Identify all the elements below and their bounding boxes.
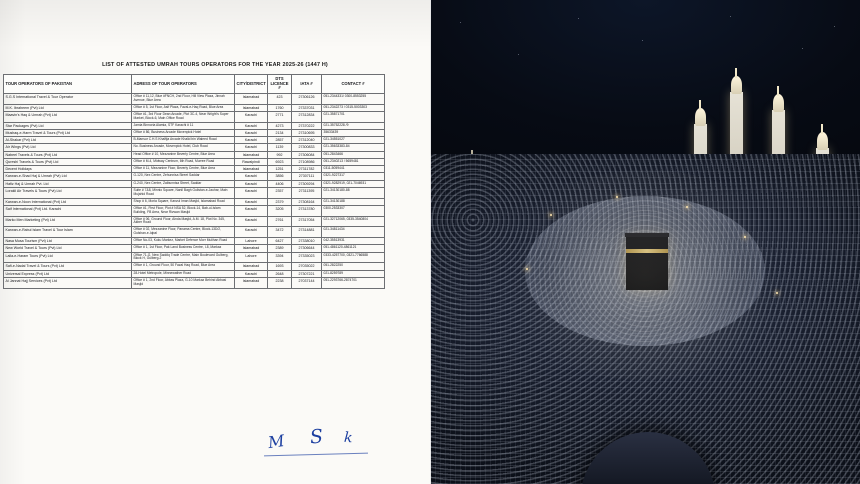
cell-city: Rawalpindi [235, 158, 268, 165]
cell-dts: 1251 [268, 166, 292, 173]
cell-name: Decent Holidays [4, 166, 132, 173]
cell-name: M.K. Ibraheem (Pvt) Ltd [4, 104, 132, 111]
cell-contact: 051-4861120-4861121 [322, 245, 385, 252]
column-header-dts: DTS LICENCE # [268, 75, 292, 94]
cell-iata: 27306126 [292, 94, 322, 105]
cell-iata: 27335023 [292, 252, 322, 263]
cell-dts: 992 [268, 151, 292, 158]
cell-contact: 0300-2533307 [322, 205, 385, 216]
star-icon [578, 18, 579, 19]
cell-iata: 27306644 [292, 245, 322, 252]
cell-contact: 021-35752228 /9 [322, 122, 385, 129]
cell-address: Head Office # 10, Mezzanine Beverly Centre, Blue Area [132, 151, 235, 158]
cell-name: Saif International (Pvt) Ltd. Karachi [4, 205, 132, 216]
cell-contact: 0333-4257700, 0321-7766588 [322, 252, 385, 263]
cell-iata: 27338010 [292, 238, 322, 245]
cell-name: New World Travel & Tours (Pvt) Ltd [4, 245, 132, 252]
floodlight-icon [686, 206, 688, 208]
cell-iata: 27300833 [292, 144, 322, 151]
column-header-iata: IATA # [292, 75, 322, 94]
table-row [4, 227, 385, 238]
kaaba [626, 236, 668, 290]
cell-contact: 0321-9282919, 021-7046931 [322, 180, 385, 187]
table-row [4, 151, 385, 158]
signature-underline [264, 453, 368, 457]
cell-city: Islamabad [235, 166, 268, 173]
kaaba-top-edge [625, 233, 669, 237]
cell-contact: 051-2342273 / 0315-5003303 [322, 104, 385, 111]
cell-name: Al-Shakar (Pvt) Ltd [4, 137, 132, 144]
cell-dts: 2771 [268, 111, 292, 122]
table-row [4, 238, 385, 245]
star-icon [460, 22, 461, 23]
cell-contact: 35633439 [322, 129, 385, 136]
cell-city: Karachi [235, 227, 268, 238]
cell-contact: 021-34130180-88 [322, 187, 385, 198]
cell-contact: 051-2843466 [322, 151, 385, 158]
cell-address: Office # M-4, Midway Centrum, 6th Road, Murree Road [132, 158, 235, 165]
cell-contact: 021-34811434 [322, 227, 385, 238]
cell-iata: 27317054 [292, 216, 322, 227]
cell-city: Karachi [235, 187, 268, 198]
cell-dts: 2389 [268, 245, 292, 252]
cell-address: Office #1, 3rd Floor Dean Arcade, Plot 3C-4, Near Wright's Super Market, Block-6, Main Office Road [132, 111, 235, 122]
table-row [4, 205, 385, 216]
cell-iata: 27035022 [292, 263, 322, 270]
cell-contact: 021-32712065, 0335-3540804 [322, 216, 385, 227]
cell-city: Karachi [235, 144, 268, 151]
cell-iata: 27314881 [292, 227, 322, 238]
cell-city: Karachi [235, 270, 268, 277]
cell-city: Karachi [235, 137, 268, 144]
cell-city: Islamabad [235, 104, 268, 111]
table-row [4, 263, 385, 270]
cell-dts: 2648 [268, 270, 292, 277]
cell-address: Jamia Binnoria Alamia, STF Karachi # 11 [132, 122, 235, 129]
cell-iata: 27311395 [292, 187, 322, 198]
cell-city: Islamabad [235, 245, 268, 252]
table-row [4, 270, 385, 277]
cell-address: Office #1, First Floor, Plot # NSA 52, Block-14, Bab-ul-Islam Building, FB Area, Near Rizwan Masjid [132, 205, 235, 216]
cell-dts: 6427 [268, 238, 292, 245]
cell-iata: 27311782 [292, 166, 322, 173]
table-row [4, 137, 385, 144]
cell-contact: 0321-9227317 [322, 173, 385, 180]
table-row [4, 216, 385, 227]
table-row [4, 245, 385, 252]
column-header-name: TOUR OPERATORS OF PAKISTAN [4, 75, 132, 94]
table-row [4, 111, 385, 122]
cell-address: No. Business Arcade, Movenpick Hotel, Club Road [132, 144, 235, 151]
cell-city: Karachi [235, 129, 268, 136]
panel-divider [430, 0, 431, 484]
cell-iata: 27309294 [292, 180, 322, 187]
cell-dts: 3394 [268, 252, 292, 263]
cell-dts: 2238 [268, 277, 292, 288]
cell-address: Office # 1, 2nd Floor, Abbas Plaza, G-10 Markaz Behind Abbasi Masjid [132, 277, 235, 288]
cell-name: Universal Express (Pvt) Ltd [4, 270, 132, 277]
cell-iata: 27312040 [292, 137, 322, 144]
cell-iata: 27312834 [292, 111, 322, 122]
cell-address: Office 71-G, New Saddiq Trade Centre, Main Boulevard Gulberg, Block H, Gulberg-2 [132, 252, 235, 263]
cell-iata: 27337031 [292, 104, 322, 111]
cell-name: Air Wings (Pvt) Ltd [4, 144, 132, 151]
cell-dts: 2134 [268, 129, 292, 136]
cell-dts: 4273 [268, 122, 292, 129]
table-header [4, 75, 385, 94]
cell-iata: 27308164 [292, 198, 322, 205]
signature-stroke-a: M [266, 430, 286, 453]
cell-name: Nabeel Travels & Tours (Pvt) Ltd [4, 151, 132, 158]
cell-name: Nasa Musa Tourism (Pvt) Ltd [4, 238, 132, 245]
cell-contact: 051-2293766-2874701 [322, 277, 385, 288]
cell-city: Karachi [235, 122, 268, 129]
star-icon [834, 26, 835, 27]
cell-address: Suite # 7&8, Minnio Square, Nanil Bagh Gulistan-e-Jauhar, Main Mujahid Road [132, 187, 235, 198]
table-row [4, 198, 385, 205]
table-row [4, 277, 385, 288]
cell-contact: 021-35633383-84 [322, 144, 385, 151]
cell-iata: 27307111 [292, 173, 322, 180]
cell-contact: 051-2822250 [322, 263, 385, 270]
cell-dts: 2357 [268, 187, 292, 198]
cell-address: Office # 11, Mezzanine Floor, Beverly Centre, Blue Area [132, 166, 235, 173]
cell-address: Office # 1, 1st Floor, Pak Land Business Centre, I-8, Markaz [132, 245, 235, 252]
cell-dts: 2857 [268, 137, 292, 144]
cell-address: Office No-03, Kuku Markez, Market Defence Morr Mulihan Road [132, 238, 235, 245]
mosque-photo [430, 0, 860, 484]
cell-contact: 021-35871701 [322, 111, 385, 122]
star-icon [642, 40, 643, 41]
cell-city: Islamabad [235, 277, 268, 288]
cell-dts: 1760 [268, 104, 292, 111]
cell-iata: 27310695 [292, 129, 322, 136]
table-row [4, 187, 385, 198]
star-icon [518, 54, 519, 55]
column-header-contact: CONTACT # [322, 75, 385, 94]
cell-name: Star Packages (Pvt) Ltd [4, 122, 132, 129]
signature-stroke-c: k [343, 429, 354, 447]
cell-dts: 6923 [268, 158, 292, 165]
star-icon [730, 16, 731, 17]
table-row [4, 180, 385, 187]
star-icon [802, 48, 803, 49]
cell-contact: 042-35513931 [322, 238, 385, 245]
cell-dts: 3205 [268, 205, 292, 216]
cell-address: Shop # 6, Moria Square, Kanzul Iman Masjid, Islamabad Road [132, 198, 235, 205]
cell-contact: 021-34551027 [322, 137, 385, 144]
cell-address: Office # 06, Ground Floor, Ainda Masjid, A.M. 18, Plot No. 345, Akber Road [132, 216, 235, 227]
cell-name: Safi-e-Nadal Travel & Tours (Pvt) Ltd [4, 263, 132, 270]
cell-city: Lahore [235, 238, 268, 245]
floodlight-icon [550, 214, 552, 216]
cell-dts: 1139 [268, 144, 292, 151]
cell-name: Qureshi Travels & Tours (Pvt) Ltd [4, 158, 132, 165]
column-header-address: ADRESS OF TOUR OPERATORS [132, 75, 235, 94]
cell-dts: 2761 [268, 216, 292, 227]
cell-name: Maavin's Haq & Umrah (Pvt) Ltd [4, 111, 132, 122]
cell-address: Office # 5, 1st Floor, Asif Plaza, Fazal-e-Haq Road, Blue Area [132, 104, 235, 111]
floodlight-icon [744, 236, 746, 238]
cell-name: Marko Men Marketing (Pvt) Ltd [4, 216, 132, 227]
table-row [4, 104, 385, 111]
cell-name: Karwan-e-Rabul Islam Travel & Tour Islam [4, 227, 132, 238]
table-row [4, 144, 385, 151]
cell-city: Karachi [235, 205, 268, 216]
table-row [4, 129, 385, 136]
document-title: LIST OF ATTESTED UMRAH TOURS OPERATORS FOR THE YEAR 2025-26 (1447 H) [102, 62, 328, 68]
cell-city: Karachi [235, 216, 268, 227]
cell-iata: 27307221 [292, 270, 322, 277]
cell-address: B-Mansur C.H.S Khalfija Arcade Khalid bin Waleed Road [132, 137, 235, 144]
cell-city: Islamabad [235, 94, 268, 105]
cell-iata: 27306084 [292, 151, 322, 158]
cell-name: S.G.S International Travel & Tour Operator [4, 94, 132, 105]
cell-iata: 27037144 [292, 277, 322, 288]
cell-address: Office # 02, Mezzanine Floor, Panama Centre, Block-13D/2, Gulshan-e-Iqbal [132, 227, 235, 238]
cell-name: Lorakli Air Travels & Tours (Pvt) Ltd [4, 187, 132, 198]
floodlight-icon [526, 268, 528, 270]
signature-mark [258, 424, 388, 464]
column-header-city: CITY/DISTRICT [235, 75, 268, 94]
cell-name: Karwan-e-Noon International (Pvt) Ltd [4, 198, 132, 205]
cell-dts: 1693 [268, 263, 292, 270]
cell-contact: 051-2344331/ 0300-8553255 [322, 94, 385, 105]
table-header-row [4, 75, 385, 94]
cell-dts: 3472 [268, 227, 292, 238]
cell-iata: 27370222 [292, 122, 322, 129]
cell-dts: 4406 [268, 180, 292, 187]
cell-address: Office # 1, Ground Floor, 50 Fazal Haq Road, Blue Area [132, 263, 235, 270]
cell-dts: 2379 [268, 198, 292, 205]
cell-city: Karachi [235, 180, 268, 187]
cell-address: G-120, Nex Centre, Zehunnisa Street Saddar [132, 173, 235, 180]
cell-city: Lahore [235, 252, 268, 263]
cell-city: Islamabad [235, 151, 268, 158]
cell-city: Karachi [235, 111, 268, 122]
cell-name: Hafiz Haj & Umrah Pvt. Ltd [4, 180, 132, 187]
cell-address: G-240, Nex Centre, Zaibunnisa Street, Saddar [132, 180, 235, 187]
floodlight-icon [616, 196, 618, 198]
table-row [4, 173, 385, 180]
floodlight-icon [776, 292, 778, 294]
operators-table [3, 74, 385, 289]
kiswah-gold-band [626, 249, 668, 253]
cell-name: Laila-e-Haram Tours (Pvt) Ltd [4, 252, 132, 263]
cell-contact: 051-2340213 / 5659481 [322, 158, 385, 165]
table-row [4, 252, 385, 263]
table-row [4, 158, 385, 165]
cell-iata: 27313780 [292, 205, 322, 216]
cell-dts: 423 [268, 94, 292, 105]
cell-dts: 3856 [268, 173, 292, 180]
cell-address: 28-Hotel Metropole, Minnewather Road [132, 270, 235, 277]
cell-contact: 021-34130188 [322, 198, 385, 205]
table-row [4, 94, 385, 105]
cell-city: Islamabad [235, 263, 268, 270]
signature-stroke-b: S [309, 425, 324, 449]
cell-name: Karwan-e-Shad Haj & Umrah (Pvt) Ltd [4, 173, 132, 180]
cell-contact: 021-8259789 [322, 270, 385, 277]
cell-address: Office # 86, Business Arcade Movenpick Hotel [132, 129, 235, 136]
table-row [4, 166, 385, 173]
cell-city: Karachi [235, 173, 268, 180]
cell-address: Office # 11,12, Blue #FNCH, 2nd Floor, Hill View Plaza, Jinnah Avenue, Blue Area [132, 94, 235, 105]
cell-city: Karachi [235, 198, 268, 205]
cell-name: Mushaq-e-Harm Travel & Tours (Pvt) Ltd [4, 129, 132, 136]
cell-iata: 27108986 [292, 158, 322, 165]
cell-name: Al Jannat Hajj Services (Pvt) Ltd [4, 277, 132, 288]
table-body [4, 94, 385, 289]
cell-contact: 0311-5059441 [322, 166, 385, 173]
table-row [4, 122, 385, 129]
